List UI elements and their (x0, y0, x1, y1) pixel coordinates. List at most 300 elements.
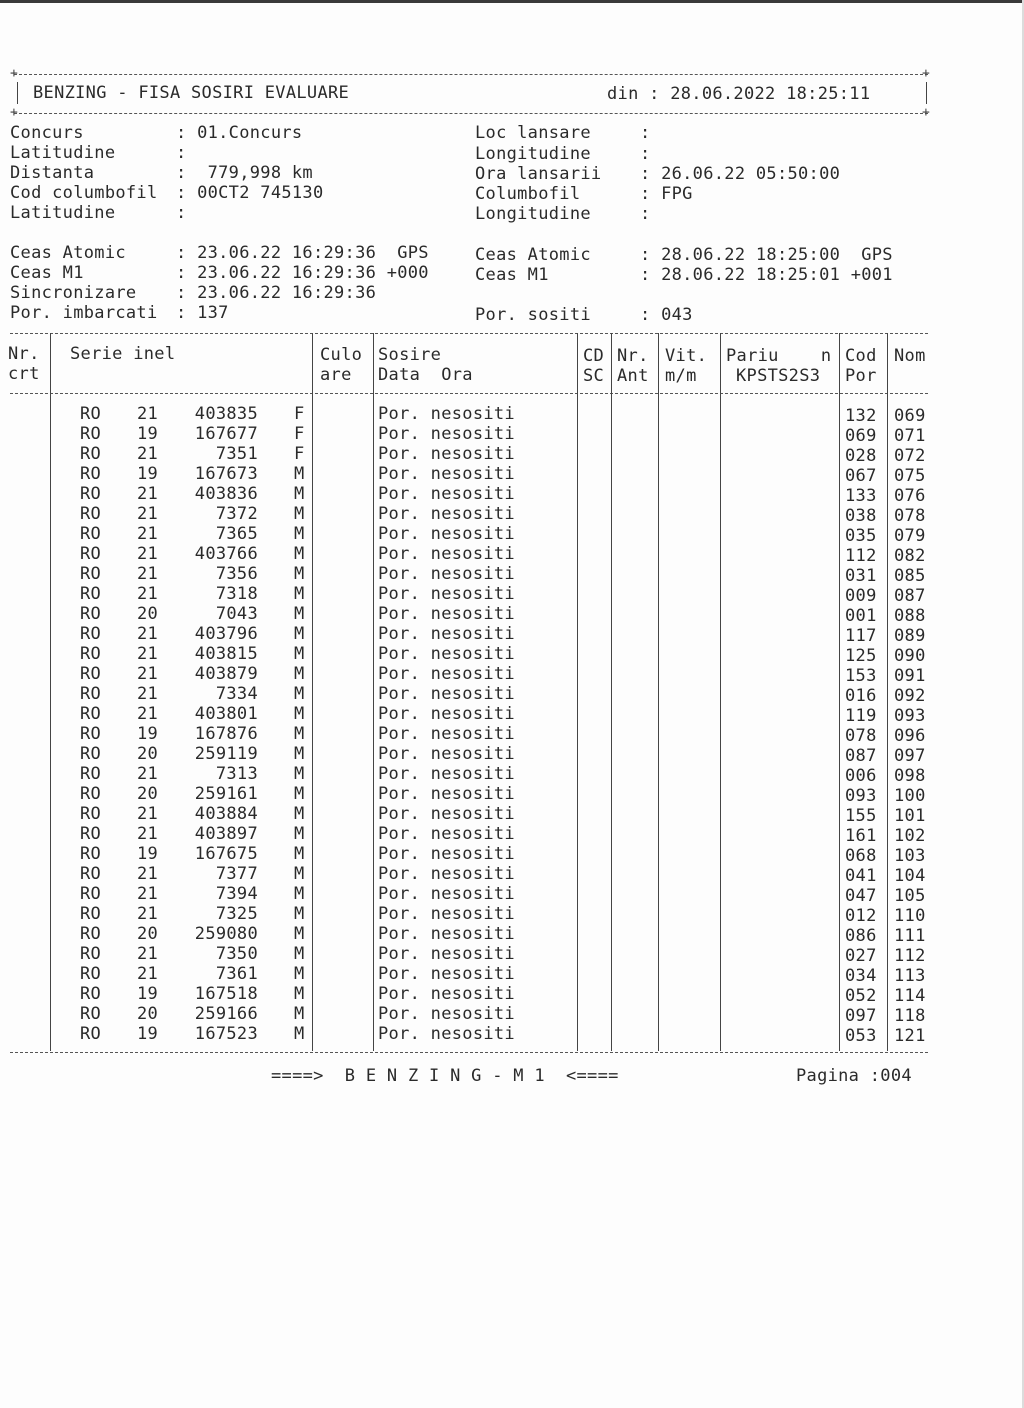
cell-ring: 7351 (215, 444, 258, 464)
cell-sex: M (294, 684, 305, 704)
cell-cod: 041 (845, 866, 877, 886)
cell-status: Por. nesositi (378, 1004, 515, 1024)
cell-ring: 7350 (215, 944, 258, 964)
cell-nom: 090 (894, 646, 926, 666)
clock-label: Por. sositi (475, 305, 591, 325)
cell-year: 21 (137, 644, 159, 664)
cell-ring: 403879 (194, 664, 258, 684)
cell-year: 21 (137, 904, 159, 924)
cell-year: 21 (137, 824, 159, 844)
cell-nom: 103 (894, 846, 926, 866)
header-left-border (17, 82, 18, 104)
cell-status: Por. nesositi (378, 844, 515, 864)
cell-country: RO (80, 704, 102, 724)
cell-country: RO (80, 464, 102, 484)
cell-ring: 403884 (194, 804, 258, 824)
clock-value: : 28.06.22 18:25:00 GPS (640, 245, 893, 265)
cell-nom: 113 (894, 966, 926, 986)
clock-label: Por. imbarcati (10, 303, 158, 323)
cell-sex: M (294, 1004, 305, 1024)
cell-status: Por. nesositi (378, 964, 515, 984)
cell-nom: 098 (894, 766, 926, 786)
corner-mark: + (922, 66, 930, 81)
cell-ring: 7043 (215, 604, 258, 624)
cell-status: Por. nesositi (378, 724, 515, 744)
cell-country: RO (80, 564, 102, 584)
col-vit-sub: m/m (665, 366, 697, 386)
cell-sex: M (294, 704, 305, 724)
cell-country: RO (80, 644, 102, 664)
cell-nom: 121 (894, 1026, 926, 1046)
cell-nom: 088 (894, 606, 926, 626)
cell-country: RO (80, 1024, 102, 1044)
cell-year: 21 (137, 864, 159, 884)
table-top-rule (10, 333, 928, 334)
info-value: : 01.Concurs (176, 123, 303, 143)
col-sep (658, 333, 659, 1051)
cell-cod: 035 (845, 526, 877, 546)
cell-cod: 001 (845, 606, 877, 626)
clock-value: : 137 (176, 303, 229, 323)
cell-year: 21 (137, 564, 159, 584)
cell-status: Por. nesositi (378, 464, 515, 484)
cell-nom: 104 (894, 866, 926, 886)
info-value: : 00CT2 745130 (176, 183, 324, 203)
col-cd-sub: SC (583, 366, 605, 386)
cell-nom: 110 (894, 906, 926, 926)
cell-country: RO (80, 884, 102, 904)
header-right-border (926, 82, 927, 104)
cell-sex: M (294, 564, 305, 584)
cell-country: RO (80, 664, 102, 684)
cell-nom: 096 (894, 726, 926, 746)
cell-ring: 259161 (194, 784, 258, 804)
cell-sex: F (294, 404, 305, 424)
cell-status: Por. nesositi (378, 484, 515, 504)
cell-nom: 076 (894, 486, 926, 506)
cell-ring: 167675 (194, 844, 258, 864)
cell-ring: 259119 (194, 744, 258, 764)
cell-sex: M (294, 844, 305, 864)
cell-status: Por. nesositi (378, 744, 515, 764)
cell-year: 19 (137, 844, 159, 864)
info-value: : FPG (640, 184, 693, 204)
cell-status: Por. nesositi (378, 884, 515, 904)
cell-sex: M (294, 604, 305, 624)
cell-sex: M (294, 724, 305, 744)
cell-year: 21 (137, 944, 159, 964)
clock-value: : 23.06.22 16:29:36 GPS (176, 243, 429, 263)
cell-cod: 112 (845, 546, 877, 566)
cell-cod: 034 (845, 966, 877, 986)
cell-ring: 167518 (194, 984, 258, 1004)
cell-cod: 093 (845, 786, 877, 806)
info-label: Longitudine (475, 204, 591, 224)
cell-status: Por. nesositi (378, 604, 515, 624)
cell-nom: 112 (894, 946, 926, 966)
cell-cod: 028 (845, 446, 877, 466)
col-nom: Nom (894, 346, 926, 366)
info-label: Ora lansarii (475, 164, 602, 184)
cell-ring: 7365 (215, 524, 258, 544)
cell-cod: 053 (845, 1026, 877, 1046)
cell-sex: M (294, 784, 305, 804)
cell-country: RO (80, 684, 102, 704)
cell-status: Por. nesositi (378, 784, 515, 804)
clock-value: : 23.06.22 16:29:36 +000 (176, 263, 429, 283)
cell-ring: 403836 (194, 484, 258, 504)
cell-country: RO (80, 944, 102, 964)
cell-country: RO (80, 764, 102, 784)
cell-cod: 117 (845, 626, 877, 646)
page-number: Pagina :004 (796, 1066, 912, 1086)
cell-nom: 087 (894, 586, 926, 606)
cell-status: Por. nesositi (378, 924, 515, 944)
info-value: : (176, 203, 187, 223)
cell-cod: 119 (845, 706, 877, 726)
cell-year: 20 (137, 784, 159, 804)
cell-year: 21 (137, 764, 159, 784)
cell-year: 19 (137, 984, 159, 1004)
cell-ring: 259080 (194, 924, 258, 944)
cell-cod: 161 (845, 826, 877, 846)
cell-ring: 403815 (194, 644, 258, 664)
cell-sex: M (294, 804, 305, 824)
cell-country: RO (80, 864, 102, 884)
cell-country: RO (80, 524, 102, 544)
cell-sex: M (294, 944, 305, 964)
cell-country: RO (80, 964, 102, 984)
cell-ring: 403897 (194, 824, 258, 844)
cell-nom: 075 (894, 466, 926, 486)
info-label: Latitudine (10, 143, 116, 163)
cell-cod: 027 (845, 946, 877, 966)
col-ant-sub: Ant (617, 366, 649, 386)
cell-nom: 072 (894, 446, 926, 466)
col-sep (611, 333, 612, 1051)
col-sep (373, 333, 374, 1051)
cell-country: RO (80, 824, 102, 844)
cell-year: 21 (137, 544, 159, 564)
cell-status: Por. nesositi (378, 684, 515, 704)
cell-nom: 111 (894, 926, 926, 946)
cell-year: 19 (137, 424, 159, 444)
clock-value: : 043 (640, 305, 693, 325)
cell-status: Por. nesositi (378, 1024, 515, 1044)
cell-year: 21 (137, 444, 159, 464)
cell-cod: 133 (845, 486, 877, 506)
cell-status: Por. nesositi (378, 824, 515, 844)
cell-ring: 403766 (194, 544, 258, 564)
cell-nom: 118 (894, 1006, 926, 1026)
col-culo-sub: are (320, 365, 352, 385)
cell-nom: 071 (894, 426, 926, 446)
clock-value: : 23.06.22 16:29:36 (176, 283, 377, 303)
cell-status: Por. nesositi (378, 564, 515, 584)
cell-cod: 067 (845, 466, 877, 486)
cell-cod: 132 (845, 406, 877, 426)
cell-cod: 069 (845, 426, 877, 446)
cell-nom: 105 (894, 886, 926, 906)
cell-nom: 091 (894, 666, 926, 686)
col-sep (312, 333, 313, 1051)
col-sep (720, 333, 721, 1051)
cell-ring: 403801 (194, 704, 258, 724)
cell-cod: 047 (845, 886, 877, 906)
cell-year: 19 (137, 1024, 159, 1044)
cell-country: RO (80, 544, 102, 564)
cell-year: 21 (137, 804, 159, 824)
cell-nom: 082 (894, 546, 926, 566)
cell-nom: 079 (894, 526, 926, 546)
info-label: Cod columbofil (10, 183, 158, 203)
cell-year: 21 (137, 964, 159, 984)
cell-cod: 031 (845, 566, 877, 586)
info-value: : 26.06.22 05:50:00 (640, 164, 841, 184)
cell-year: 21 (137, 584, 159, 604)
cell-ring: 167876 (194, 724, 258, 744)
cell-year: 20 (137, 604, 159, 624)
cell-year: 21 (137, 664, 159, 684)
corner-mark: + (10, 105, 18, 120)
cell-status: Por. nesositi (378, 444, 515, 464)
cell-sex: M (294, 484, 305, 504)
cell-sex: M (294, 504, 305, 524)
cell-nom: 089 (894, 626, 926, 646)
cell-year: 21 (137, 504, 159, 524)
col-sep (839, 333, 840, 1051)
cell-status: Por. nesositi (378, 404, 515, 424)
cell-nom: 101 (894, 806, 926, 826)
cell-status: Por. nesositi (378, 944, 515, 964)
clock-label: Ceas M1 (10, 263, 84, 283)
header-bottom-rule (14, 113, 928, 114)
cell-cod: 009 (845, 586, 877, 606)
cell-country: RO (80, 484, 102, 504)
cell-status: Por. nesositi (378, 544, 515, 564)
cell-sex: M (294, 664, 305, 684)
col-nr: Nr. (8, 344, 40, 364)
cell-nom: 092 (894, 686, 926, 706)
cell-sex: M (294, 984, 305, 1004)
cell-sex: M (294, 924, 305, 944)
cell-sex: M (294, 764, 305, 784)
cell-cod: 097 (845, 1006, 877, 1026)
cell-cod: 155 (845, 806, 877, 826)
cell-year: 21 (137, 704, 159, 724)
cell-nom: 097 (894, 746, 926, 766)
info-label: Longitudine (475, 144, 591, 164)
cell-country: RO (80, 584, 102, 604)
cell-ring: 7372 (215, 504, 258, 524)
corner-mark: + (10, 66, 18, 81)
info-label: Distanta (10, 163, 95, 183)
footer-brand: ====> B E N Z I N G - M 1 <==== (271, 1066, 619, 1086)
info-value: : (640, 144, 651, 164)
cell-sex: M (294, 884, 305, 904)
cell-status: Por. nesositi (378, 804, 515, 824)
cell-sex: M (294, 864, 305, 884)
cell-status: Por. nesositi (378, 984, 515, 1004)
cell-nom: 078 (894, 506, 926, 526)
cell-status: Por. nesositi (378, 904, 515, 924)
cell-ring: 7361 (215, 964, 258, 984)
cell-year: 19 (137, 464, 159, 484)
cell-year: 21 (137, 524, 159, 544)
cell-sex: M (294, 544, 305, 564)
cell-country: RO (80, 904, 102, 924)
cell-sex: F (294, 444, 305, 464)
info-label: Loc lansare (475, 123, 591, 143)
cell-nom: 085 (894, 566, 926, 586)
cell-year: 21 (137, 884, 159, 904)
report-title: BENZING - FISA SOSIRI EVALUARE (33, 83, 350, 103)
corner-mark: + (922, 105, 930, 120)
cell-sex: M (294, 1024, 305, 1044)
col-cod-sub: Por (845, 366, 877, 386)
cell-sex: M (294, 624, 305, 644)
cell-country: RO (80, 744, 102, 764)
cell-status: Por. nesositi (378, 864, 515, 884)
table-bottom-rule (10, 1052, 928, 1053)
cell-country: RO (80, 804, 102, 824)
cell-country: RO (80, 924, 102, 944)
cell-country: RO (80, 724, 102, 744)
cell-ring: 7313 (215, 764, 258, 784)
cell-cod: 038 (845, 506, 877, 526)
cell-status: Por. nesositi (378, 624, 515, 644)
col-pariu: Pariu n (726, 346, 832, 366)
col-nr-sub: crt (8, 364, 40, 384)
cell-year: 20 (137, 744, 159, 764)
col-cd: CD (583, 346, 605, 366)
cell-cod: 125 (845, 646, 877, 666)
info-value: : (176, 143, 187, 163)
cell-ring: 7394 (215, 884, 258, 904)
cell-country: RO (80, 1004, 102, 1024)
cell-sex: F (294, 424, 305, 444)
cell-status: Por. nesositi (378, 764, 515, 784)
cell-country: RO (80, 624, 102, 644)
cell-country: RO (80, 504, 102, 524)
col-ant: Nr. (617, 346, 649, 366)
cell-country: RO (80, 984, 102, 1004)
col-sep (50, 333, 51, 1051)
cell-year: 20 (137, 1004, 159, 1024)
col-sep (887, 333, 888, 1051)
cell-status: Por. nesositi (378, 424, 515, 444)
cell-sex: M (294, 824, 305, 844)
cell-nom: 100 (894, 786, 926, 806)
cell-country: RO (80, 844, 102, 864)
cell-sex: M (294, 904, 305, 924)
clock-label: Sincronizare (10, 283, 137, 303)
col-culo: Culo (320, 345, 363, 365)
clock-label: Ceas Atomic (475, 245, 591, 265)
cell-year: 21 (137, 404, 159, 424)
cell-country: RO (80, 444, 102, 464)
cell-ring: 167523 (194, 1024, 258, 1044)
report-date: din : 28.06.2022 18:25:11 (607, 84, 871, 104)
cell-status: Por. nesositi (378, 584, 515, 604)
cell-ring: 7356 (215, 564, 258, 584)
cell-sex: M (294, 464, 305, 484)
cell-nom: 114 (894, 986, 926, 1006)
cell-nom: 102 (894, 826, 926, 846)
info-value: : 779,998 km (176, 163, 313, 183)
cell-year: 21 (137, 624, 159, 644)
cell-nom: 069 (894, 406, 926, 426)
cell-nom: 093 (894, 706, 926, 726)
cell-cod: 006 (845, 766, 877, 786)
info-label: Columbofil (475, 184, 581, 204)
cell-ring: 259166 (194, 1004, 258, 1024)
col-vit: Vit. (665, 346, 708, 366)
cell-sex: M (294, 744, 305, 764)
info-label: Concurs (10, 123, 84, 143)
clock-value: : 28.06.22 18:25:01 +001 (640, 265, 893, 285)
col-sosire: Sosire (378, 345, 442, 365)
cell-status: Por. nesositi (378, 664, 515, 684)
col-sep (577, 333, 578, 1051)
cell-ring: 7334 (215, 684, 258, 704)
col-sosire-sub: Data Ora (378, 365, 473, 385)
cell-status: Por. nesositi (378, 524, 515, 544)
cell-country: RO (80, 424, 102, 444)
table-header-rule (10, 393, 928, 394)
cell-cod: 052 (845, 986, 877, 1006)
cell-sex: M (294, 524, 305, 544)
cell-cod: 078 (845, 726, 877, 746)
cell-country: RO (80, 404, 102, 424)
cell-cod: 012 (845, 906, 877, 926)
cell-status: Por. nesositi (378, 644, 515, 664)
cell-sex: M (294, 584, 305, 604)
cell-year: 21 (137, 484, 159, 504)
clock-label: Ceas M1 (475, 265, 549, 285)
cell-ring: 403796 (194, 624, 258, 644)
cell-ring: 7377 (215, 864, 258, 884)
page-top-edge (0, 0, 1024, 3)
cell-year: 19 (137, 724, 159, 744)
cell-ring: 7318 (215, 584, 258, 604)
header-top-rule (14, 74, 928, 75)
cell-sex: M (294, 644, 305, 664)
cell-cod: 087 (845, 746, 877, 766)
col-serie: Serie inel (70, 344, 176, 364)
col-pariu-sub: KPSTS2S3 (736, 366, 821, 386)
cell-cod: 068 (845, 846, 877, 866)
cell-country: RO (80, 604, 102, 624)
info-value: : (640, 204, 651, 224)
cell-year: 21 (137, 684, 159, 704)
cell-status: Por. nesositi (378, 704, 515, 724)
cell-country: RO (80, 784, 102, 804)
cell-sex: M (294, 964, 305, 984)
cell-ring: 167677 (194, 424, 258, 444)
cell-ring: 7325 (215, 904, 258, 924)
cell-ring: 167673 (194, 464, 258, 484)
cell-cod: 153 (845, 666, 877, 686)
cell-cod: 086 (845, 926, 877, 946)
cell-cod: 016 (845, 686, 877, 706)
clock-label: Ceas Atomic (10, 243, 126, 263)
col-cod: Cod (845, 346, 877, 366)
info-value: : (640, 123, 651, 143)
info-label: Latitudine (10, 203, 116, 223)
cell-ring: 403835 (194, 404, 258, 424)
cell-year: 20 (137, 924, 159, 944)
